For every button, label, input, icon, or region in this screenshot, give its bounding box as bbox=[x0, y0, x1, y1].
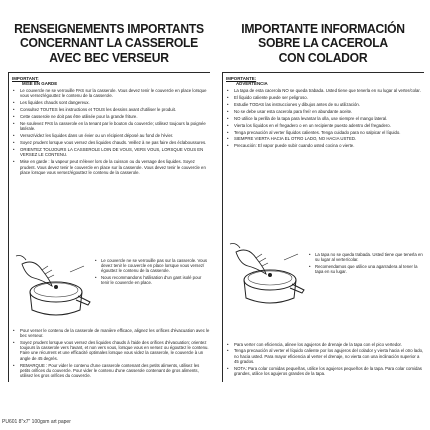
pot-lid-illustration bbox=[12, 250, 92, 322]
french-title bbox=[12, 22, 205, 65]
french-title-line: RENSEIGNEMENTS IMPORTANTS bbox=[14, 21, 204, 36]
french-title-line: CONCERNANT LA CASSEROLE bbox=[20, 35, 198, 51]
spanish-column bbox=[218, 0, 428, 420]
list-item: • Precaución: El vapor puede subir cuando usted cocina o vierte. bbox=[226, 143, 424, 148]
spanish-callouts bbox=[308, 250, 424, 274]
list-item: • Le couvercle ne se verrouille PAS sur la casserole. Vous devez tenir le couvercle en place lorsque vous versez/égouttez le contenu de la casserole. bbox=[12, 88, 210, 99]
list-item: • Versez/videz les liquides dans un évier ou un récipient déposé au fond de l'évier. bbox=[12, 133, 210, 138]
spanish-important-header: IMPORTANTE: bbox=[226, 76, 257, 81]
list-item: • Recomendamos que utilice una agarradera al tener la tapa en su lugar. bbox=[308, 264, 424, 274]
french-divider bbox=[8, 72, 210, 73]
list-item: • Nous recommandons l'utilisation d'un gant isolé pour tenir le couvercle en place. bbox=[94, 275, 210, 285]
pot-lid-illustration bbox=[226, 236, 306, 308]
print-spec-footer: PU601 8"x7" 100gsm art paper bbox=[2, 419, 71, 425]
spanish-warnings bbox=[226, 76, 424, 149]
list-item: • ORIENTEZ TOUJOURS LA CASSEROLE LOIN DE VOUS, VERS VOUS, LORSQUE VOUS EN VERSEZ LE CONTENU. bbox=[12, 147, 210, 158]
list-item: • NOTA: Para colar comidas pequeñas, utilice los agujeros pequeños de la tapa. Para colar comidas grandes, utilice los agujeros grandes de la tapa. bbox=[226, 366, 424, 377]
spanish-pouring-tips bbox=[226, 340, 424, 377]
spanish-warning-subheader: ADVERTENCIA bbox=[236, 81, 268, 87]
spanish-title-line: SOBRE LA CACEROLA bbox=[258, 35, 388, 51]
list-item: • Tenga precaución al verter el líquido caliente por los agujeros del colador y vierta hacia el otro lado, no hacia usted. Para mayor eficiencia al verter el drenaje, no vierta con una inclinación superior a 45 grados. bbox=[226, 348, 424, 364]
spanish-margin-line bbox=[222, 72, 223, 382]
list-item: • Pour verser le contenu de la casserole de manière efficace, alignez les orifices d'évacuation avec le bec verseur. bbox=[12, 328, 210, 339]
french-warning-subheader: MISE EN GARDE bbox=[22, 81, 58, 87]
list-item: • Mise en garde : la vapeur peut s'élever lors de la cuisson ou du versage des liquides. Soyez prudent. Vous devez tenir le couvercle en place sur la casserole. Vous devez tenir le couvercle en place lorsque vous versez/égouttez le contenu de la casserole. bbox=[12, 159, 210, 175]
french-pouring-tips bbox=[12, 326, 210, 378]
list-item: • Vierta los líquidos en el fregadero o en un recipiente puesto adentro del fregadero. bbox=[226, 123, 424, 128]
list-item: • REMARQUE : Pour vider le contenu d'une casserole contenant des petits aliments, utilisez les petits orifices du couvercle. Pour vider le contenu d'une casserole contenant de gros aliments, utilisez les gros orifices du couvercle. bbox=[12, 363, 210, 379]
spanish-warning-list bbox=[226, 88, 424, 148]
list-item: • No se debe usar esta cacerola para freír en abundante aceite. bbox=[226, 109, 424, 114]
spanish-title bbox=[226, 22, 419, 65]
list-item: • La tapa de esta cacerola NO se queda trabada. Usted tiene que tenerla en su lugar al verter/colar. bbox=[226, 88, 424, 93]
list-item: • Cette casserole ne doit pas être utilisée pour la grande friture. bbox=[12, 114, 210, 119]
french-important-header: IMPORTANT: bbox=[12, 76, 39, 81]
list-item: • SIEMPRE VIERTA HACIA EL OTRO LADO, NO HACIA USTED. bbox=[226, 136, 424, 141]
list-item: • Les liquides chauds sont dangereux. bbox=[12, 100, 210, 105]
list-item: • Soyez prudent lorsque vous versez des liquides chauds à l'aide des orifices d'évacuation; orientez toujours la casserole vers l'avant, et non vers vous, lorsque vous en versez ou égouttez le contenu. Faire une récurrent et une efficacité optimales lorsque vous videz la casserole, le couvercle à un angle de 45 degrés. bbox=[12, 340, 210, 361]
spanish-divider bbox=[222, 72, 424, 73]
list-item: • Soyez prudent lorsque vous versez des liquides chauds. Veillez à ne pas faire des éclaboussures. bbox=[12, 140, 210, 145]
french-column bbox=[4, 0, 214, 420]
list-item: • Tenga precaución al verter líquidos calientes. Tenga cuidado para no salpicar el líquido. bbox=[226, 130, 424, 135]
list-item: • NO utilice la perilla de la tapa para levantar la olla, use siempre el mango lateral. bbox=[226, 116, 424, 121]
list-item: • El líquido caliente puede ser peligroso. bbox=[226, 95, 424, 100]
french-margin-line bbox=[8, 72, 9, 382]
french-callouts bbox=[94, 256, 210, 285]
french-warnings bbox=[12, 76, 210, 175]
spanish-title-line: CON COLADOR bbox=[278, 49, 368, 65]
list-item: • Ne soulevez PAS la casserole en la tenant par le bouton du couvercle; utilisez toujours la poignée latérale. bbox=[12, 121, 210, 132]
french-warning-list bbox=[12, 88, 210, 175]
list-item: • Para verter con eficiencia, alinee los agujeros de drenaje de la tapa con el pico vertedor. bbox=[226, 342, 424, 347]
list-item: • Consultez TOUTES les instructions et TOUS les dessins avant d'utiliser le produit. bbox=[12, 107, 210, 112]
list-item: • Estudie TODAS las instrucciones y dibujos antes de su utilización. bbox=[226, 102, 424, 107]
spanish-title-line: IMPORTANTE INFORMACIÓN bbox=[241, 21, 405, 36]
list-item: • Le couvercle ne se verrouille pas sur la casserole. Vous devez tenir le couvercle en place lorsque vous versez/égouttez le contenu de la casserole. bbox=[94, 258, 210, 274]
list-item: • La tapa no se queda trabada. Usted tiene que tenerla en su lugar al verter/colar. bbox=[308, 252, 424, 262]
french-title-line: AVEC BEC VERSEUR bbox=[49, 49, 169, 65]
